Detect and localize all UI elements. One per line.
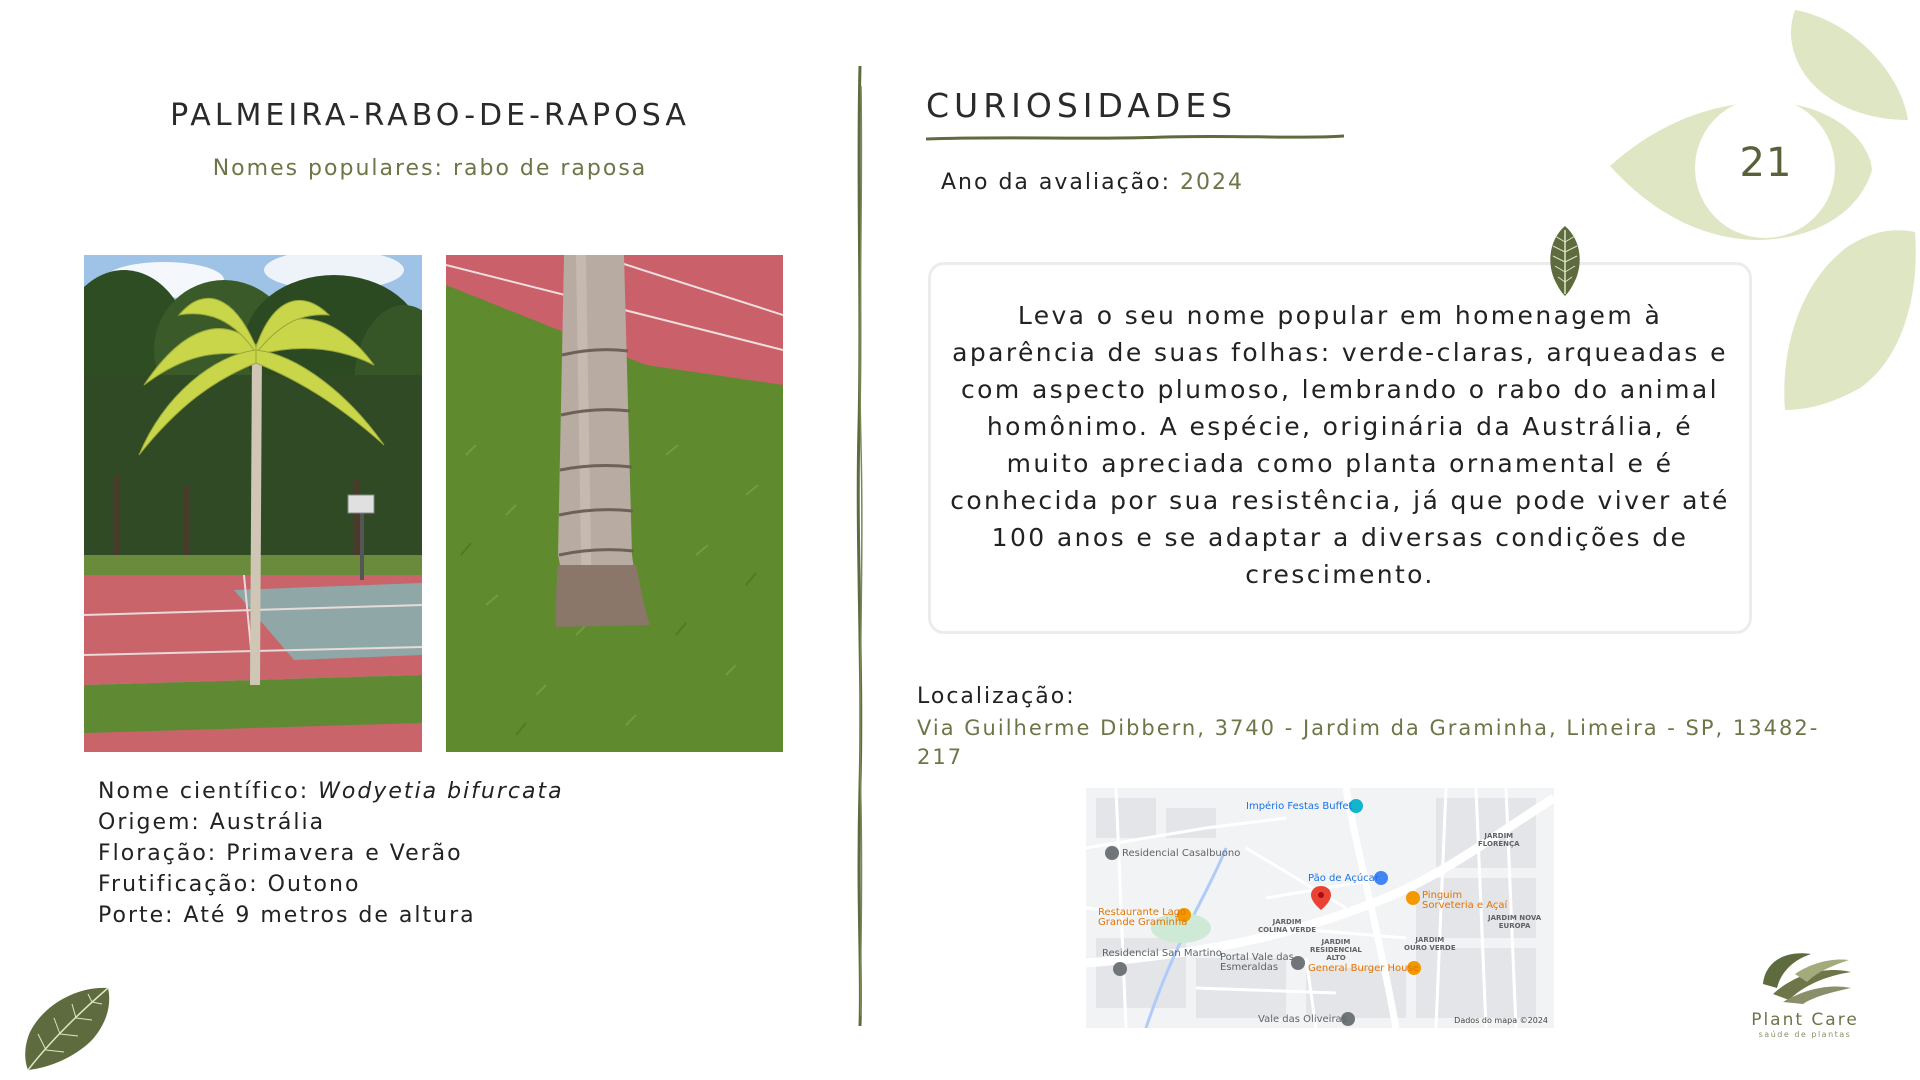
size-row: Porte: Até 9 metros de altura [98,903,476,928]
palm-tree-photo [84,255,422,752]
logo-tagline: saúde de plantas [1758,1030,1852,1039]
species-title: PALMEIRA-RABO-DE-RAPOSA [170,98,690,133]
map-label-casalbuono: Residencial Casalbuono [1122,848,1241,859]
curiosities-title: CURIOSIDADES [926,86,1238,125]
map-label-jd-ouro: JARDIM OURO VERDE [1404,936,1456,952]
fruiting-row: Frutificação: Outono [98,872,361,897]
location-label: Localização: [917,684,1076,709]
map-attribution: Dados do mapa ©2024 [1454,1016,1548,1025]
map-label-imperio: Império Festas Buffet [1246,801,1353,812]
map-label-jd-nova-europa: JARDIM NOVA EUROPA [1488,914,1542,930]
leaf-icon [1545,224,1585,302]
plant-care-logo [1730,944,1880,1039]
leaf-icon [18,984,114,1078]
scientific-name-value: Wodyetia bifurcata [318,779,564,804]
palm-trunk-photo [446,255,783,752]
map-label-burger: General Burger House [1308,963,1419,974]
decorative-leaves [1610,0,1920,434]
logo-mark-icon [1755,944,1855,1004]
map-label-jd-colina: JARDIM COLINA VERDE [1258,918,1317,934]
map-label-jd-florenca: JARDIM FLORENÇA [1478,832,1520,848]
popular-names: Nomes populares: rabo de raposa [212,156,648,181]
plant-info-list [98,776,564,931]
location-address: Via Guilherme Dibbern, 3740 - Jardim da Graminha, Limeira - SP, 13482-217 [917,716,1820,769]
logo-name: Plant Care [1751,1010,1859,1030]
scientific-name-row [98,776,564,807]
scientific-name-label: Nome científico: [98,779,319,804]
map-label-portal: Portal Vale das Esmeraldas [1220,952,1294,973]
column-divider [852,66,868,1030]
map-label-jd-residencial: JARDIM RESIDENCIAL ALTO [1310,938,1362,962]
page-number: 21 [1739,140,1793,186]
map-label-restaurante: Restaurante Lago Grande Graminha [1098,907,1188,928]
location-map[interactable] [1086,788,1554,1028]
origin-row: Origem: Austrália [98,810,326,835]
map-label-pinguim: Pinguim Sorveteria e Açaí [1422,890,1508,911]
flowering-row: Floração: Primavera e Verão [98,841,463,866]
curiosities-underline [926,127,1346,146]
evaluation-year-label: Ano da avaliação: [941,170,1181,195]
curiosities-text: Leva o seu nome popular em homenagem à aparência de suas folhas: verde-claras, arqueadas e com aspecto plumoso, lembrando o rabo do animal homônimo. A espécie, originária da Austrália, é muito apreciada como planta ornamental e é conhecida por sua resistência, já que pode viver até 100 anos e se adaptar a diversas condições de crescimento. [950,301,1730,589]
map-label-pao-de-acucar: Pão de Açúcar [1308,873,1379,884]
evaluation-year-value: 2024 [1180,170,1245,195]
map-label-san-martino: Residencial San Martino [1102,948,1222,959]
map-label-vale-oliveiras: Vale das Oliveiras [1258,1014,1347,1025]
evaluation-year [941,170,1244,195]
